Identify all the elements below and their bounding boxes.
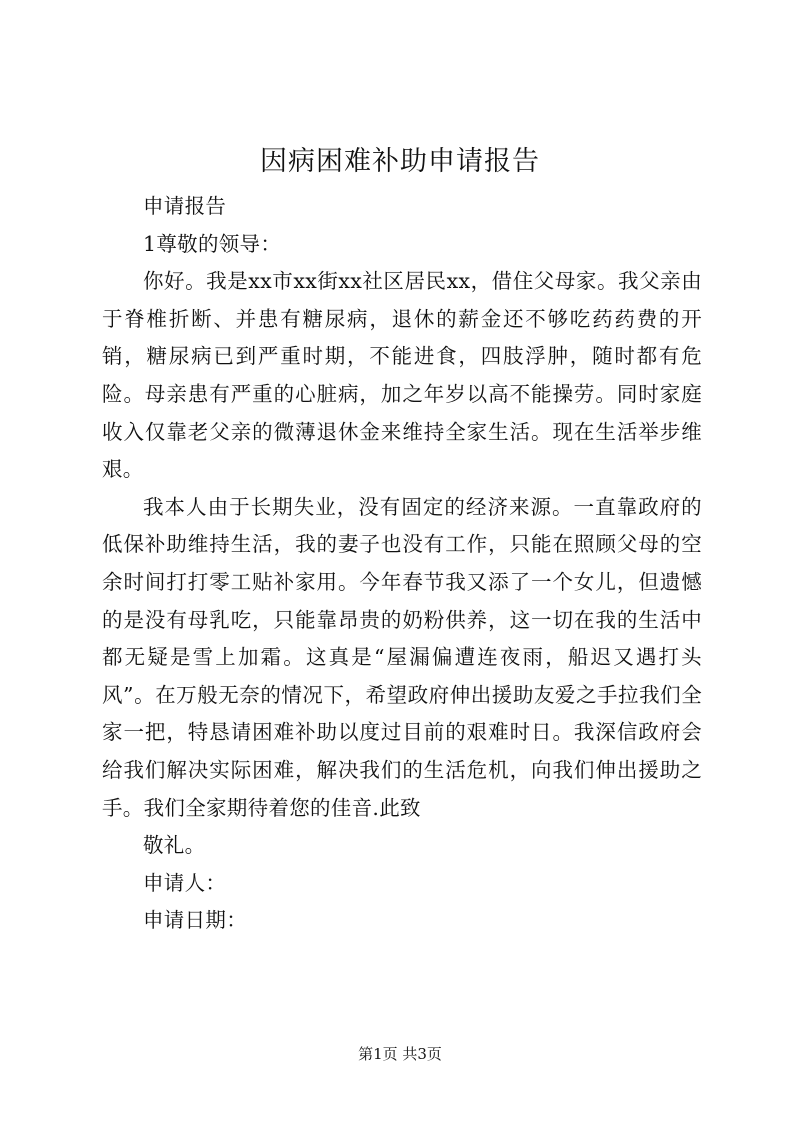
salutation: 1尊敬的领导：	[143, 231, 282, 256]
document-title: 因病困难补助申请报告	[260, 146, 540, 177]
paragraph-family-situation: 你好。我是xx市xx街xx社区居民xx，借住父母家。我父亲由于脊椎折断、并患有糖尿病，退休的薪金还不够吃药药费的开销，糖尿病已到严重时期，不能进食，四肢浮肿，随时都有危险。母亲患有严重的心脏病，加之年岁以高不能操劳。同时家庭收入仅靠老父亲的微薄退休金来维持全家生活。现在生活举步维艰。	[102, 269, 702, 482]
applicant-field: 申请人：	[143, 870, 227, 895]
document-body	[102, 188, 702, 940]
paragraph-personal-situation: 我本人由于长期失业，没有固定的经济来源。一直靠政府的低保补助维持生活，我的妻子也没有工作，只能在照顾父母的空余时间打打零工贴补家用。今年春节我又添了一个女儿，但遗憾的是没有母乳吃，只能靠昂贵的奶粉供养，这一切在我的生活中都无疑是雪上加霜。这真是“屋漏偏遭连夜雨，船迟又遇打头风”。在万般无奈的情况下，希望政府伸出援助友爱之手拉我们全家一把，特恳请困难补助以度过目前的艰难时日。我深信政府会给我们解决实际困难，解决我们的生活危机，向我们伸出援助之手。我们全家期待着您的佳音.此致	[102, 494, 702, 820]
page-number-footer: 第1页 共3页	[358, 1045, 442, 1063]
closing-salute: 敬礼。	[143, 833, 206, 858]
application-date-field: 申请日期：	[143, 908, 247, 933]
heading-label: 申请报告	[143, 194, 227, 218]
